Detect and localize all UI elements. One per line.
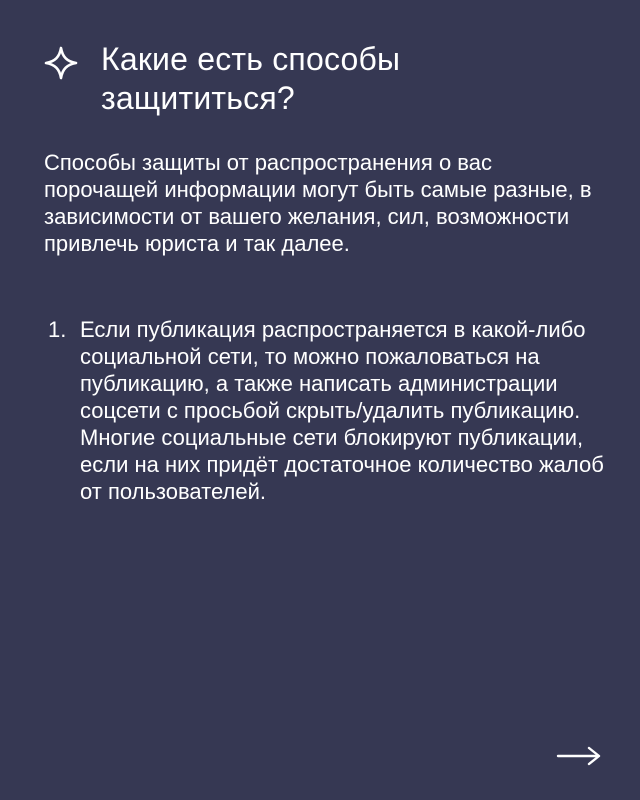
ways-list: [44, 316, 604, 505]
list-item-number: 1.: [48, 317, 67, 342]
intro-paragraph: Способы защиты от распространения о вас порочащей информации могут быть самые разные, в зависимости от вашего желания, сил, возможности привлечь юриста и так далее.: [44, 150, 592, 256]
arrow-right-icon[interactable]: [556, 744, 602, 768]
page-title: Какие есть способы защититься?: [101, 41, 401, 116]
list-item: [44, 316, 604, 505]
sparkle-icon: [44, 46, 78, 80]
list-item-text: Если публикация распространяется в какой-либо социальной сети, то можно пожаловаться на публикацию, а также написать администрации соцсети с просьбой скрыть/удалить публикацию. Многие социальные сети блокируют публикации, если на них придёт достаточное количество жалоб от пользователей.: [80, 317, 604, 504]
